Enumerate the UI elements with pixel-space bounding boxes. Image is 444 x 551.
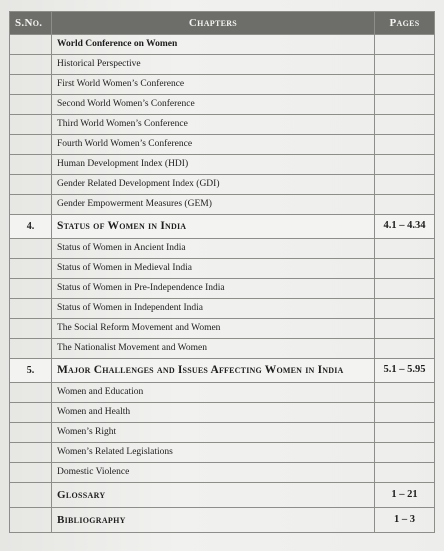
column-header-sno: S.No. — [10, 12, 52, 35]
page-range — [375, 175, 435, 195]
page-range — [375, 195, 435, 215]
section-row — [10, 279, 435, 299]
section-title: Historical Perspective — [52, 55, 375, 75]
table-body — [10, 35, 435, 533]
chapter-number — [10, 75, 52, 95]
page-range — [375, 299, 435, 319]
page-range — [375, 95, 435, 115]
chapter-row — [10, 215, 435, 239]
section-row — [10, 423, 435, 443]
section-row — [10, 403, 435, 423]
section-row — [10, 463, 435, 483]
chapter-number — [10, 239, 52, 259]
page-range — [375, 259, 435, 279]
page-range — [375, 443, 435, 463]
chapter-number — [10, 383, 52, 403]
page-range — [375, 115, 435, 135]
section-row — [10, 35, 435, 55]
section-row — [10, 259, 435, 279]
page-range — [375, 155, 435, 175]
page-range — [375, 135, 435, 155]
table-of-contents — [9, 11, 435, 533]
page-range — [375, 75, 435, 95]
section-title: Status of Women in Ancient India — [52, 239, 375, 259]
section-title: Gender Empowerment Measures (GEM) — [52, 195, 375, 215]
column-header-chapters: Chapters — [52, 12, 375, 35]
chapter-number — [10, 259, 52, 279]
section-title: Status of Women in Pre-Independence India — [52, 279, 375, 299]
page-range: 1 – 21 — [375, 483, 435, 508]
section-title: World Conference on Women — [52, 35, 375, 55]
page-range: 5.1 – 5.95 — [375, 359, 435, 383]
chapter-number — [10, 195, 52, 215]
back-matter-row — [10, 483, 435, 508]
page-range — [375, 403, 435, 423]
section-title: The Social Reform Movement and Women — [52, 319, 375, 339]
chapter-title: Status of Women in India — [52, 215, 375, 239]
section-row — [10, 299, 435, 319]
section-row — [10, 443, 435, 463]
chapter-number — [10, 35, 52, 55]
section-row — [10, 135, 435, 155]
chapter-number — [10, 55, 52, 75]
section-title: Status of Women in Medieval India — [52, 259, 375, 279]
section-title: Women and Health — [52, 403, 375, 423]
chapter-number — [10, 483, 52, 508]
chapter-number — [10, 155, 52, 175]
chapter-number — [10, 279, 52, 299]
chapter-number — [10, 135, 52, 155]
chapter-number — [10, 443, 52, 463]
section-row — [10, 319, 435, 339]
chapter-number — [10, 423, 52, 443]
section-row — [10, 339, 435, 359]
page-range — [375, 55, 435, 75]
section-title: First World Women’s Conference — [52, 75, 375, 95]
section-title: Status of Women in Independent India — [52, 299, 375, 319]
section-title: Gender Related Development Index (GDI) — [52, 175, 375, 195]
chapter-title: Glossary — [52, 483, 375, 508]
chapter-row — [10, 359, 435, 383]
page-range — [375, 319, 435, 339]
section-title: Human Development Index (HDI) — [52, 155, 375, 175]
chapter-number — [10, 403, 52, 423]
section-title: Women’s Related Legislations — [52, 443, 375, 463]
page-range — [375, 239, 435, 259]
column-header-pages: Pages — [375, 12, 435, 35]
section-row — [10, 95, 435, 115]
section-title: Domestic Violence — [52, 463, 375, 483]
section-row — [10, 55, 435, 75]
section-row — [10, 155, 435, 175]
table-header-row — [10, 12, 435, 35]
section-title: Fourth World Women’s Conference — [52, 135, 375, 155]
page-range — [375, 339, 435, 359]
page-range — [375, 279, 435, 299]
section-row — [10, 383, 435, 403]
section-row — [10, 175, 435, 195]
section-title: Second World Women’s Conference — [52, 95, 375, 115]
chapter-number: 4. — [10, 215, 52, 239]
page-range: 4.1 – 4.34 — [375, 215, 435, 239]
chapter-number — [10, 95, 52, 115]
page-range — [375, 35, 435, 55]
chapter-number — [10, 463, 52, 483]
section-title: Third World Women’s Conference — [52, 115, 375, 135]
page-range — [375, 423, 435, 443]
section-row — [10, 115, 435, 135]
chapter-number — [10, 508, 52, 533]
page-range — [375, 463, 435, 483]
chapter-number — [10, 299, 52, 319]
section-title: Women and Education — [52, 383, 375, 403]
chapter-number — [10, 319, 52, 339]
page-range: 1 – 3 — [375, 508, 435, 533]
section-title: Women’s Right — [52, 423, 375, 443]
section-row — [10, 75, 435, 95]
chapter-number — [10, 339, 52, 359]
section-row — [10, 195, 435, 215]
page-range — [375, 383, 435, 403]
chapter-title: Bibliography — [52, 508, 375, 533]
section-row — [10, 239, 435, 259]
chapter-number — [10, 175, 52, 195]
back-matter-row — [10, 508, 435, 533]
chapter-number: 5. — [10, 359, 52, 383]
chapter-title: Major Challenges and Issues Affecting Women in India — [52, 359, 375, 383]
chapter-number — [10, 115, 52, 135]
section-title: The Nationalist Movement and Women — [52, 339, 375, 359]
